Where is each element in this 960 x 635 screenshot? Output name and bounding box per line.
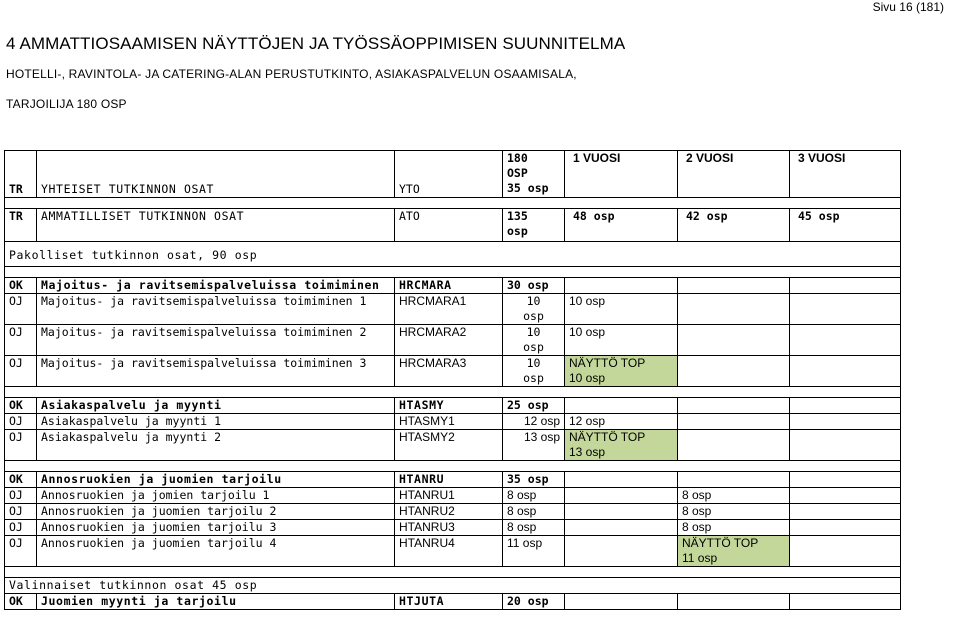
naytto-top-osp: 13 osp (569, 445, 606, 459)
empty-cell (790, 504, 901, 520)
header-year-3: 3 VUOSI (790, 151, 901, 198)
oj-code: HTANRU3 (395, 520, 503, 536)
empty-cell (565, 488, 678, 504)
oj-osp: 8 osp (503, 488, 565, 504)
oj-type: OJ (5, 488, 37, 504)
ok-osp: 20 osp (503, 594, 565, 610)
naytto-top-label: NÄYTTÖ TOP (569, 356, 646, 370)
oj-name: Annosruokien ja juomien tarjoilu 2 (37, 504, 395, 520)
oj-row (5, 430, 901, 461)
ok-row (5, 594, 901, 610)
oj-row (5, 504, 901, 520)
oj-osp-unit: osp (523, 340, 544, 354)
empty-cell (678, 594, 790, 610)
naytto-top-label: NÄYTTÖ TOP (569, 430, 646, 444)
empty-cell (565, 504, 678, 520)
header-total-unit: OSP (507, 166, 528, 180)
oj-osp (503, 325, 565, 356)
oj-row (5, 356, 901, 387)
oj-code: HRCMARA2 (395, 325, 503, 356)
empty-cell (678, 472, 790, 488)
spacer-row (5, 567, 901, 578)
oj-type: OJ (5, 294, 37, 325)
header-year-2: 2 VUOSI (678, 151, 790, 198)
ato-code: ATO (395, 209, 503, 242)
header-total-value: 180 (507, 151, 528, 165)
oj-code: HTASMY2 (395, 430, 503, 461)
oj-name: Asiakaspalvelu ja myynti 2 (37, 430, 395, 461)
ok-type: OK (5, 472, 37, 488)
ok-type: OK (5, 278, 37, 294)
ato-type: TR (5, 209, 37, 242)
oj-code: HTASMY1 (395, 414, 503, 430)
oj-row (5, 414, 901, 430)
oj-osp-unit: osp (523, 309, 544, 323)
empty-cell (678, 398, 790, 414)
oj-code: HTANRU1 (395, 488, 503, 504)
naytto-top-label: NÄYTTÖ TOP (682, 536, 759, 550)
ok-code: HTANRU (395, 472, 503, 488)
ok-row (5, 278, 901, 294)
empty-cell (678, 278, 790, 294)
empty-cell (790, 278, 901, 294)
oj-osp: 8 osp (503, 504, 565, 520)
oj-osp: 13 osp (503, 430, 565, 461)
ok-code: HTASMY (395, 398, 503, 414)
empty-cell (790, 325, 901, 356)
empty-cell (678, 294, 790, 325)
study-plan-table (4, 150, 901, 610)
page-subtitle: HOTELLI-, RAVINTOLA- JA CATERING-ALAN PERUSTUTKINTO, ASIAKASPALVELUN OSAAMISALA, (6, 67, 577, 81)
oj-osp: 12 osp (503, 414, 565, 430)
naytto-top-osp: 10 osp (569, 371, 606, 385)
oj-code: HTANRU2 (395, 504, 503, 520)
ato-row (5, 209, 901, 242)
pakolliset-row (5, 242, 901, 267)
ok-name: Annosruokien ja juomien tarjoilu (37, 472, 395, 488)
oj-name: Annosruokien ja jomien tarjoilu 1 (37, 488, 395, 504)
yto-osp: 35 osp (507, 181, 549, 195)
empty-cell (678, 430, 790, 461)
oj-code: HRCMARA3 (395, 356, 503, 387)
pakolliset-label: Pakolliset tutkinnon osat, 90 osp (5, 242, 901, 267)
oj-year-1: 12 osp (565, 414, 678, 430)
naytto-top-cell (565, 430, 678, 461)
ok-osp: 30 osp (503, 278, 565, 294)
empty-cell (790, 294, 901, 325)
oj-osp (503, 356, 565, 387)
oj-year-1: 10 osp (565, 325, 678, 356)
oj-type: OJ (5, 536, 37, 567)
ok-osp: 35 osp (503, 472, 565, 488)
valinnaiset-label: Valinnaiset tutkinnon osat 45 osp (5, 578, 901, 594)
empty-cell (565, 278, 678, 294)
oj-year-2: 8 osp (678, 520, 790, 536)
empty-cell (565, 398, 678, 414)
empty-cell (678, 325, 790, 356)
ok-name: Majoitus- ja ravitsemispalveluissa toimiminen (37, 278, 395, 294)
empty-cell (790, 594, 901, 610)
spacer-row (5, 198, 901, 209)
oj-code: HTANRU4 (395, 536, 503, 567)
oj-osp-value: 10 (526, 325, 541, 339)
empty-cell (790, 356, 901, 387)
oj-name: Asiakaspalvelu ja myynti 1 (37, 414, 395, 430)
empty-cell (790, 398, 901, 414)
ok-code: HTJUTA (395, 594, 503, 610)
page-subtitle-2: TARJOILIJA 180 OSP (6, 97, 127, 111)
oj-type: OJ (5, 430, 37, 461)
oj-row (5, 325, 901, 356)
empty-cell (565, 536, 678, 567)
oj-type: OJ (5, 504, 37, 520)
oj-name: Majoitus- ja ravitsemispalveluissa toimiminen 2 (37, 325, 395, 356)
empty-cell (565, 472, 678, 488)
spacer-row (5, 461, 901, 472)
yto-code: YTO (395, 151, 503, 198)
oj-year-2: 8 osp (678, 504, 790, 520)
ato-year-1: 48 osp (565, 209, 678, 242)
ato-osp (503, 209, 565, 242)
oj-osp (503, 294, 565, 325)
valinnaiset-row (5, 578, 901, 594)
oj-year-1: 10 osp (565, 294, 678, 325)
ok-row (5, 472, 901, 488)
oj-name: Annosruokien ja juomien tarjoilu 3 (37, 520, 395, 536)
ato-osp-value: 135 (507, 209, 528, 223)
oj-osp-unit: osp (523, 371, 544, 385)
oj-type: OJ (5, 520, 37, 536)
header-total-osp (503, 151, 565, 198)
oj-osp: 8 osp (503, 520, 565, 536)
page-title: 4 AMMATTIOSAAMISEN NÄYTTÖJEN JA TYÖSSÄOPPIMISEN SUUNNITELMA (6, 34, 626, 53)
yto-type: TR (5, 151, 37, 198)
empty-cell (678, 356, 790, 387)
empty-cell (790, 472, 901, 488)
naytto-top-osp: 11 osp (682, 551, 718, 565)
empty-cell (565, 594, 678, 610)
oj-osp: 11 osp (503, 536, 565, 567)
ok-name: Asiakaspalvelu ja myynti (37, 398, 395, 414)
oj-name: Annosruokien ja juomien tarjoilu 4 (37, 536, 395, 567)
oj-name: Majoitus- ja ravitsemispalveluissa toimiminen 3 (37, 356, 395, 387)
naytto-top-cell (565, 356, 678, 387)
spacer-row (5, 387, 901, 398)
oj-type: OJ (5, 414, 37, 430)
oj-row (5, 488, 901, 504)
oj-name: Majoitus- ja ravitsemispalveluissa toimiminen 1 (37, 294, 395, 325)
empty-cell (790, 536, 901, 567)
empty-cell (790, 488, 901, 504)
empty-cell (678, 414, 790, 430)
oj-year-2: 8 osp (678, 488, 790, 504)
oj-row (5, 520, 901, 536)
ato-name: AMMATILLISET TUTKINNON OSAT (37, 209, 395, 242)
oj-row (5, 536, 901, 567)
ok-name: Juomien myynti ja tarjoilu (37, 594, 395, 610)
ok-row (5, 398, 901, 414)
naytto-top-cell (678, 536, 790, 567)
oj-osp-value: 10 (526, 356, 541, 370)
oj-type: OJ (5, 325, 37, 356)
ato-year-3: 45 osp (790, 209, 901, 242)
oj-osp-value: 10 (526, 294, 541, 308)
ato-year-2: 42 osp (678, 209, 790, 242)
empty-cell (565, 520, 678, 536)
oj-type: OJ (5, 356, 37, 387)
empty-cell (790, 520, 901, 536)
ok-type: OK (5, 398, 37, 414)
ok-code: HRCMARA (395, 278, 503, 294)
ok-type: OK (5, 594, 37, 610)
yto-name: YHTEISET TUTKINNON OSAT (37, 151, 395, 198)
oj-row (5, 294, 901, 325)
ato-osp-unit: osp (507, 224, 528, 238)
header-year-1: 1 VUOSI (565, 151, 678, 198)
oj-code: HRCMARA1 (395, 294, 503, 325)
empty-cell (790, 414, 901, 430)
ok-osp: 25 osp (503, 398, 565, 414)
spacer-row (5, 267, 901, 278)
empty-cell (790, 430, 901, 461)
page-number: Sivu 16 (181) (872, 0, 944, 14)
